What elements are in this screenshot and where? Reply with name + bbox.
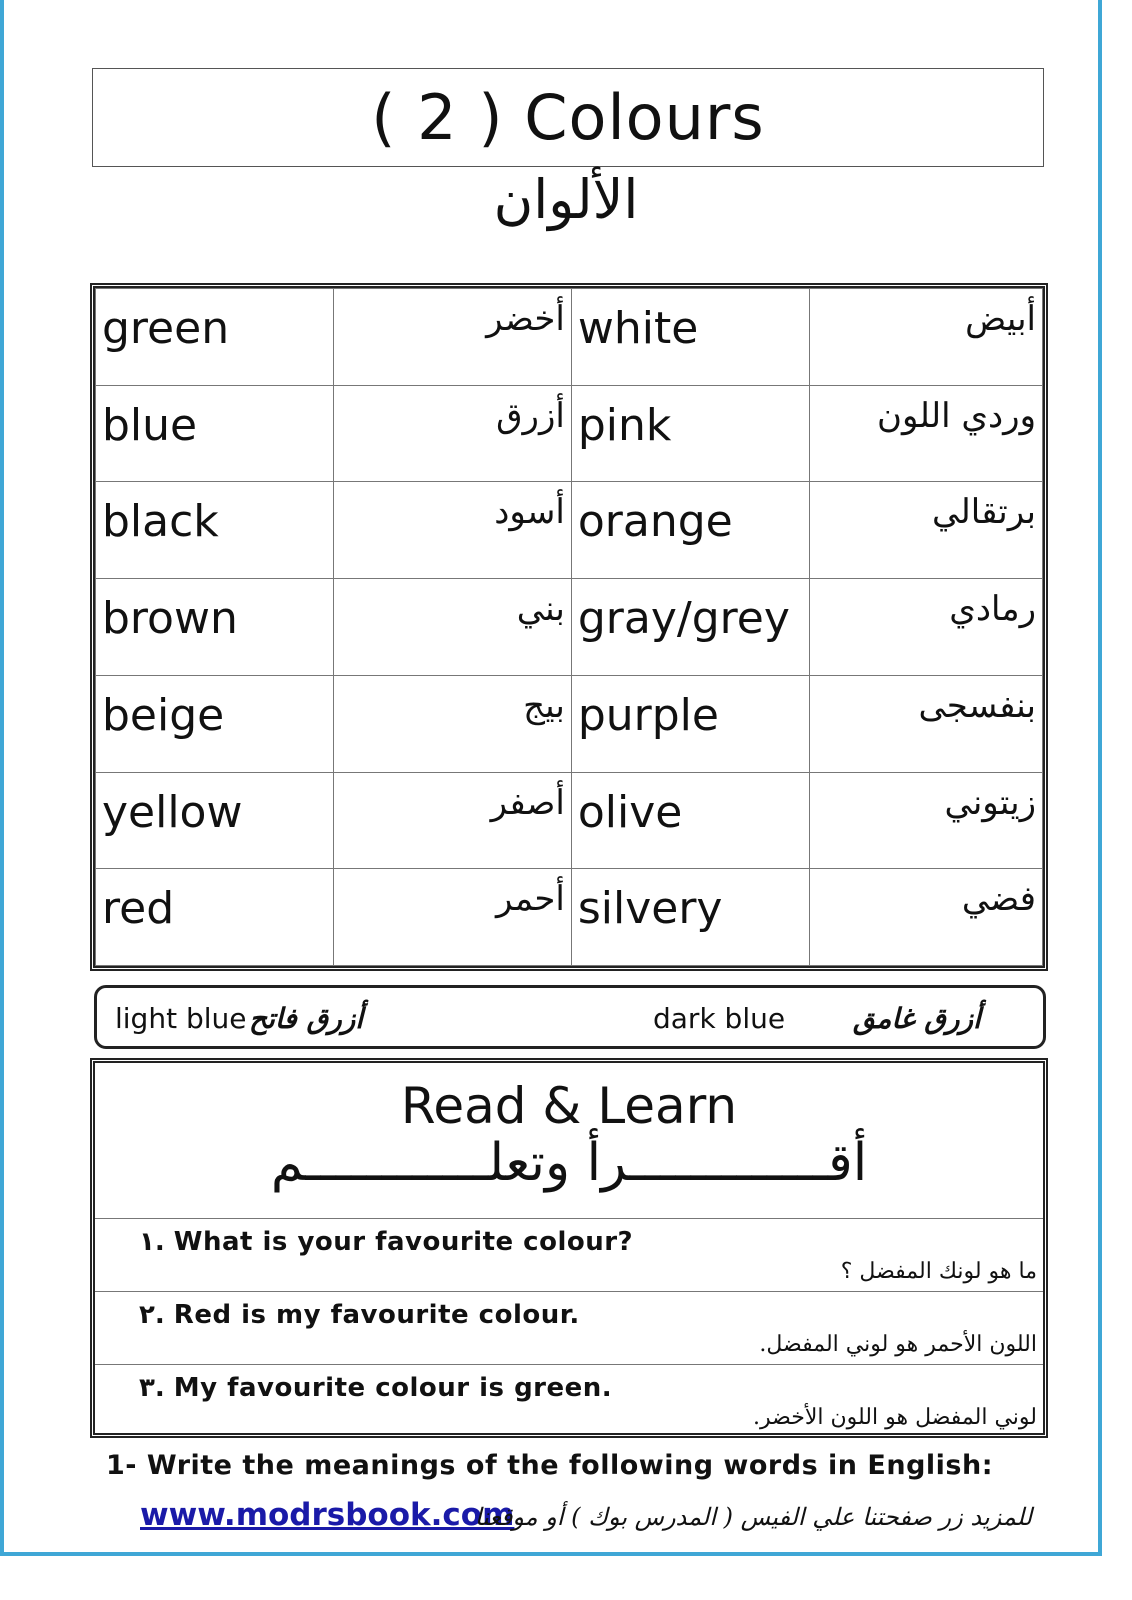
vocab-row bbox=[96, 579, 1043, 676]
sentence-english: ٣. My favourite colour is green. bbox=[139, 1373, 613, 1403]
read-learn-section bbox=[90, 1058, 1048, 1438]
read-learn-title-arabic: أقـــــــــــــرأ وتعلــــــــــــم bbox=[270, 1133, 868, 1193]
page-subtitle-arabic: الألوان bbox=[493, 168, 639, 231]
vocab-row bbox=[96, 385, 1043, 482]
sentence-row bbox=[95, 1219, 1043, 1292]
vocab-arabic: فضي bbox=[809, 869, 1042, 966]
vocab-english: olive bbox=[571, 772, 809, 869]
vocab-arabic: أزرق bbox=[333, 385, 571, 482]
vocab-arabic: أسود bbox=[333, 482, 571, 579]
sentence-english: ١. What is your favourite colour? bbox=[139, 1227, 634, 1257]
vocab-english: gray/grey bbox=[571, 579, 809, 676]
vocab-arabic: رمادي bbox=[809, 579, 1042, 676]
sentence-row bbox=[95, 1292, 1043, 1365]
vocab-english: silvery bbox=[571, 869, 809, 966]
vocab-row bbox=[96, 869, 1043, 966]
shade-light-arabic: أزرق فاتح bbox=[249, 1002, 364, 1035]
page-title: ( 2 ) Colours bbox=[92, 68, 1044, 167]
vocab-english: yellow bbox=[96, 772, 334, 869]
vocab-row bbox=[96, 772, 1043, 869]
vocab-english: purple bbox=[571, 675, 809, 772]
sentence-row bbox=[95, 1365, 1043, 1437]
vocabulary-table bbox=[90, 283, 1048, 971]
sentence-arabic: ما هو لونك المفضل ؟ bbox=[840, 1259, 1037, 1284]
vocab-arabic: وردي اللون bbox=[809, 385, 1042, 482]
vocab-english: beige bbox=[96, 675, 334, 772]
vocab-arabic: بيج bbox=[333, 675, 571, 772]
vocab-english: white bbox=[571, 289, 809, 386]
vocab-row bbox=[96, 289, 1043, 386]
vocab-english: black bbox=[96, 482, 334, 579]
vocab-row bbox=[96, 482, 1043, 579]
shade-dark-arabic: أزرق غامق bbox=[853, 1002, 981, 1035]
sentence-english: ٢. Red is my favourite colour. bbox=[139, 1300, 580, 1330]
shade-light-english: light blue bbox=[115, 1002, 247, 1035]
vocab-english: blue bbox=[96, 385, 334, 482]
vocab-english: brown bbox=[96, 579, 334, 676]
footer-note-arabic: للمزيد زر صفحتنا علي الفيس ( المدرس بوك ) أو موقعنا bbox=[474, 1503, 1032, 1531]
vocab-english: green bbox=[96, 289, 334, 386]
vocab-arabic: أصفر bbox=[333, 772, 571, 869]
vocab-row bbox=[96, 675, 1043, 772]
vocab-english: red bbox=[96, 869, 334, 966]
read-learn-title: Read & Learn bbox=[400, 1077, 738, 1135]
vocab-arabic: أحمر bbox=[333, 869, 571, 966]
vocab-arabic: أخضر bbox=[333, 289, 571, 386]
vocab-arabic: أبيض bbox=[809, 289, 1042, 386]
vocab-english: pink bbox=[571, 385, 809, 482]
read-learn-header bbox=[95, 1063, 1043, 1219]
sentence-arabic: اللون الأحمر هو لوني المفضل. bbox=[759, 1332, 1037, 1357]
vocab-arabic: برتقالي bbox=[809, 482, 1042, 579]
website-link[interactable]: www.modrsbook.com bbox=[140, 1497, 515, 1533]
vocab-english: orange bbox=[571, 482, 809, 579]
vocab-arabic: زيتوني bbox=[809, 772, 1042, 869]
sentence-arabic: لوني المفضل هو اللون الأخضر. bbox=[753, 1405, 1037, 1430]
exercise-instruction: 1- Write the meanings of the following words in English: bbox=[106, 1450, 994, 1481]
vocab-arabic: بني bbox=[333, 579, 571, 676]
shade-dark-english: dark blue bbox=[653, 1002, 786, 1035]
shades-box bbox=[94, 985, 1046, 1049]
vocab-arabic: بنفسجى bbox=[809, 675, 1042, 772]
